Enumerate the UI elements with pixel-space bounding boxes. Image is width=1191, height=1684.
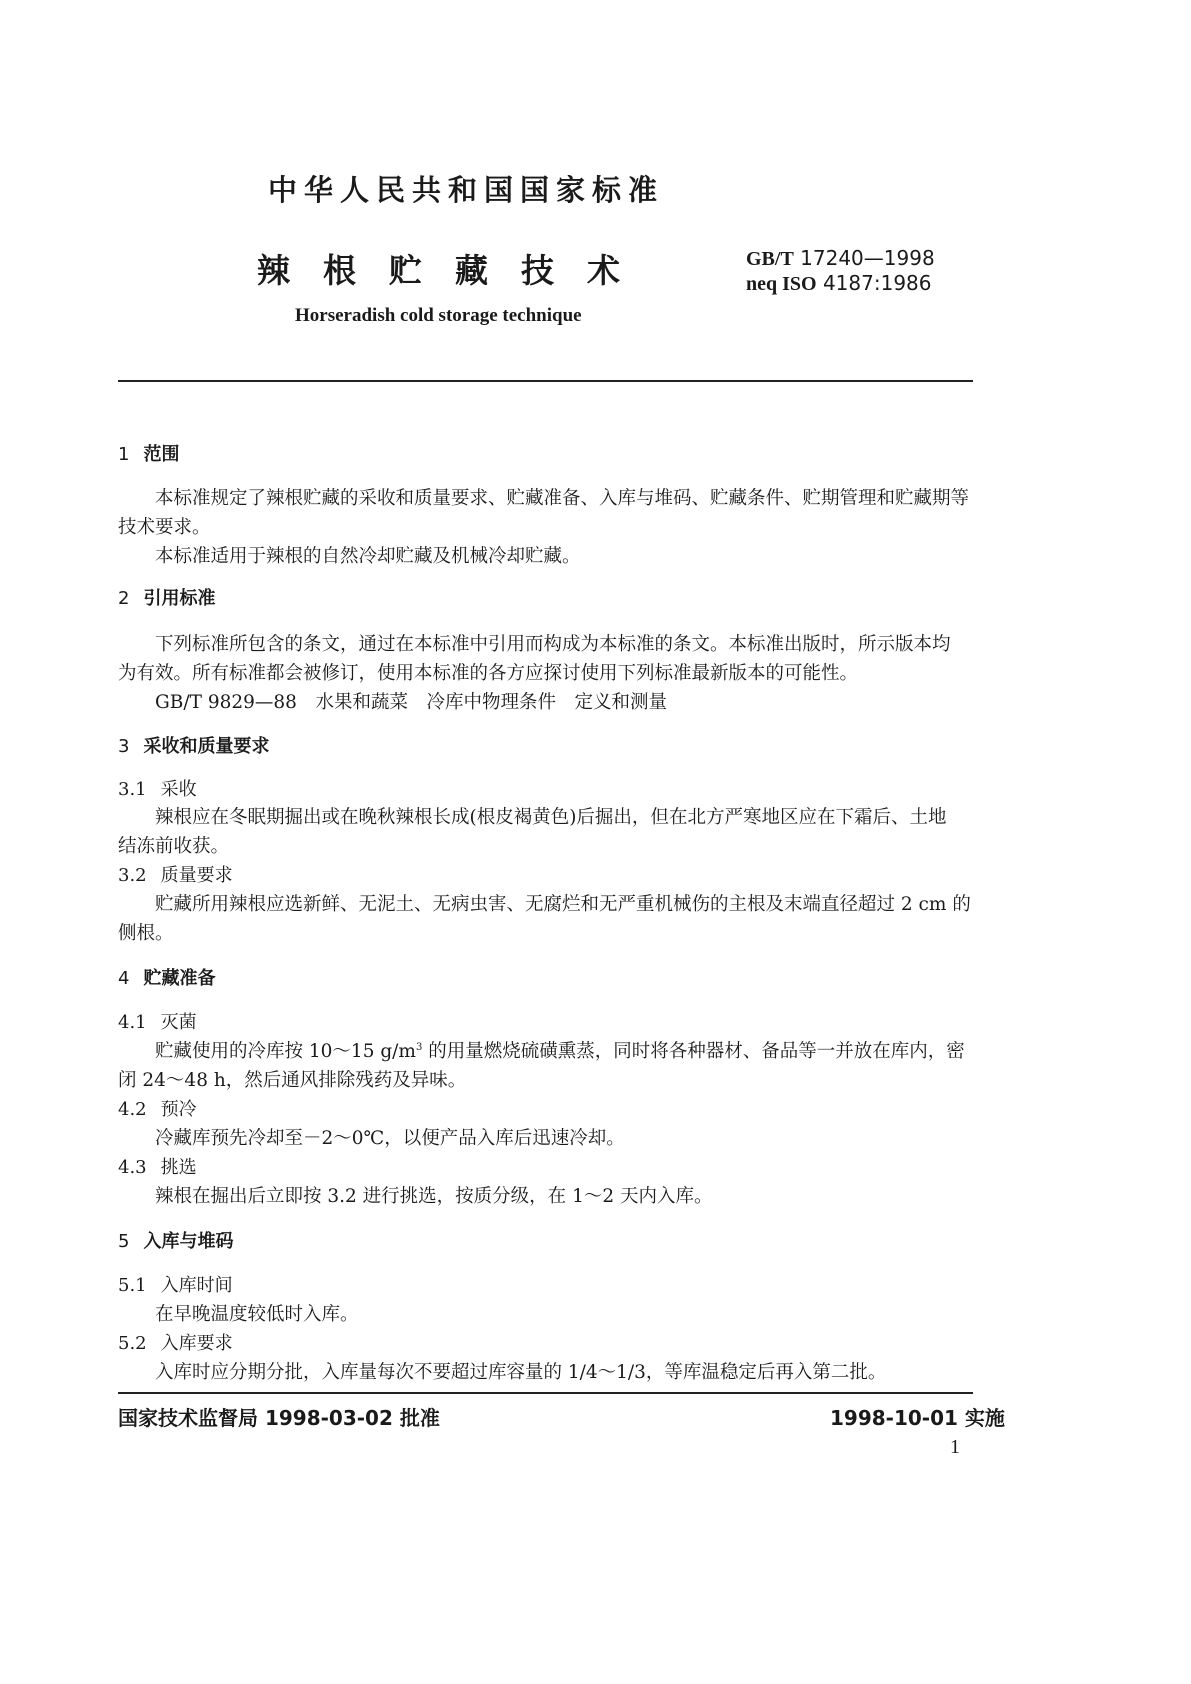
section-3-2-number: 3.2 — [118, 865, 147, 886]
s3-2-paragraph-b: 侧根。 — [118, 923, 174, 944]
s1-paragraph-2: 本标准适用于辣根的自然冷却贮藏及机械冷却贮藏。 — [155, 546, 581, 567]
standard-type-heading: 中华人民共和国国家标准 — [268, 173, 665, 207]
footer-divider — [118, 1392, 973, 1394]
s2-reference: GB/T 9829—88 水果和蔬菜 冷库中物理条件 定义和测量 — [155, 692, 667, 713]
section-4-title: 贮藏准备 — [143, 968, 216, 989]
section-3-1-title: 采收 — [160, 779, 197, 800]
page-number: 1 — [950, 1436, 960, 1458]
section-3-title: 采收和质量要求 — [143, 736, 270, 757]
section-4-1-title: 灭菌 — [160, 1012, 197, 1033]
code-number-2: 4187:1986 — [822, 271, 932, 295]
section-1-title: 范围 — [143, 444, 180, 465]
section-3-number: 3 — [118, 736, 130, 757]
section-4-2-number: 4.2 — [118, 1099, 147, 1120]
section-5-1-number: 5.1 — [118, 1275, 147, 1296]
section-4-3-heading — [118, 1153, 197, 1179]
code-prefix-2: neq ISO — [746, 273, 817, 295]
s3-1-paragraph-b: 结冻前收获。 — [118, 836, 230, 857]
section-5-1-heading — [118, 1271, 233, 1297]
section-4-number: 4 — [118, 968, 130, 989]
section-5-1-title: 入库时间 — [160, 1275, 233, 1296]
standard-code-line-2 — [746, 271, 935, 296]
standard-code — [746, 246, 935, 296]
section-5-2-number: 5.2 — [118, 1333, 147, 1354]
section-4-1-heading — [118, 1008, 197, 1034]
s4-1-text-post: 的用量燃烧硫磺熏蒸，同时将各种器材、备品等一并放在库内，密 — [422, 1041, 965, 1062]
section-4-3-number: 4.3 — [118, 1157, 147, 1178]
section-4-heading — [118, 964, 215, 990]
s4-1-superscript: 3 — [415, 1041, 423, 1053]
s2-paragraph-1a: 下列标准所包含的条文，通过在本标准中引用而构成为本标准的条文。本标准出版时，所示版本均 — [155, 634, 951, 655]
standard-code-line-1 — [746, 246, 935, 271]
section-4-1-number: 4.1 — [118, 1012, 147, 1033]
section-3-1-number: 3.1 — [118, 779, 147, 800]
english-subtitle: Horseradish cold storage technique — [295, 305, 582, 326]
s4-3-paragraph: 辣根在掘出后立即按 3.2 进行挑选，按质分级，在 1～2 天内入库。 — [155, 1186, 713, 1207]
s4-1-paragraph-a — [155, 1037, 965, 1063]
s4-1-text-pre: 贮藏使用的冷库按 10～15 g/m — [155, 1041, 416, 1062]
s3-2-paragraph-a: 贮藏所用辣根应选新鲜、无泥土、无病虫害、无腐烂和无严重机械伤的主根及末端直径超过 2 cm 的 — [155, 894, 971, 915]
section-5-heading — [118, 1227, 233, 1253]
section-2-heading — [118, 584, 215, 610]
s5-2-paragraph: 入库时应分期分批，入库量每次不要超过库容量的 1/4～1/3，等库温稳定后再入第二批。 — [155, 1362, 887, 1383]
section-1-heading — [118, 440, 179, 466]
s4-1-paragraph-b: 闭 24～48 h，然后通风排除残药及异味。 — [118, 1070, 467, 1091]
section-5-2-heading — [118, 1329, 233, 1355]
code-number-1: 17240—1998 — [800, 246, 935, 270]
section-2-number: 2 — [118, 588, 130, 609]
section-4-2-title: 预冷 — [160, 1099, 197, 1120]
s4-2-paragraph: 冷藏库预先冷却至－2～0℃，以便产品入库后迅速冷却。 — [155, 1128, 625, 1149]
implementation-date: 1998-10-01 实施 — [830, 1406, 1005, 1430]
document-title: 辣根贮藏技术 — [257, 251, 653, 290]
section-5-number: 5 — [118, 1231, 130, 1252]
section-3-2-title: 质量要求 — [160, 865, 233, 886]
section-5-title: 入库与堆码 — [143, 1231, 234, 1252]
s5-1-paragraph: 在早晚温度较低时入库。 — [155, 1304, 359, 1325]
approval-note: 国家技术监督局 1998-03-02 批准 — [118, 1406, 440, 1430]
s1-paragraph-1a: 本标准规定了辣根贮藏的采收和质量要求、贮藏准备、入库与堆码、贮藏条件、贮期管理和贮藏期等 — [155, 488, 970, 509]
s3-1-paragraph-a: 辣根应在冬眠期掘出或在晚秋辣根长成(根皮褐黄色)后掘出，但在北方严寒地区应在下霜后、土地 — [155, 807, 947, 828]
header-divider — [118, 380, 973, 382]
section-5-2-title: 入库要求 — [160, 1333, 233, 1354]
section-3-1-heading — [118, 775, 197, 801]
code-prefix-1: GB/T — [746, 248, 794, 270]
section-2-title: 引用标准 — [143, 588, 216, 609]
section-4-3-title: 挑选 — [160, 1157, 197, 1178]
section-4-2-heading — [118, 1095, 197, 1121]
s1-paragraph-1b: 技术要求。 — [118, 517, 211, 538]
section-1-number: 1 — [118, 444, 130, 465]
s2-paragraph-1b: 为有效。所有标准都会被修订，使用本标准的各方应探讨使用下列标准最新版本的可能性。 — [118, 663, 859, 684]
section-3-2-heading — [118, 861, 233, 887]
section-3-heading — [118, 732, 269, 758]
